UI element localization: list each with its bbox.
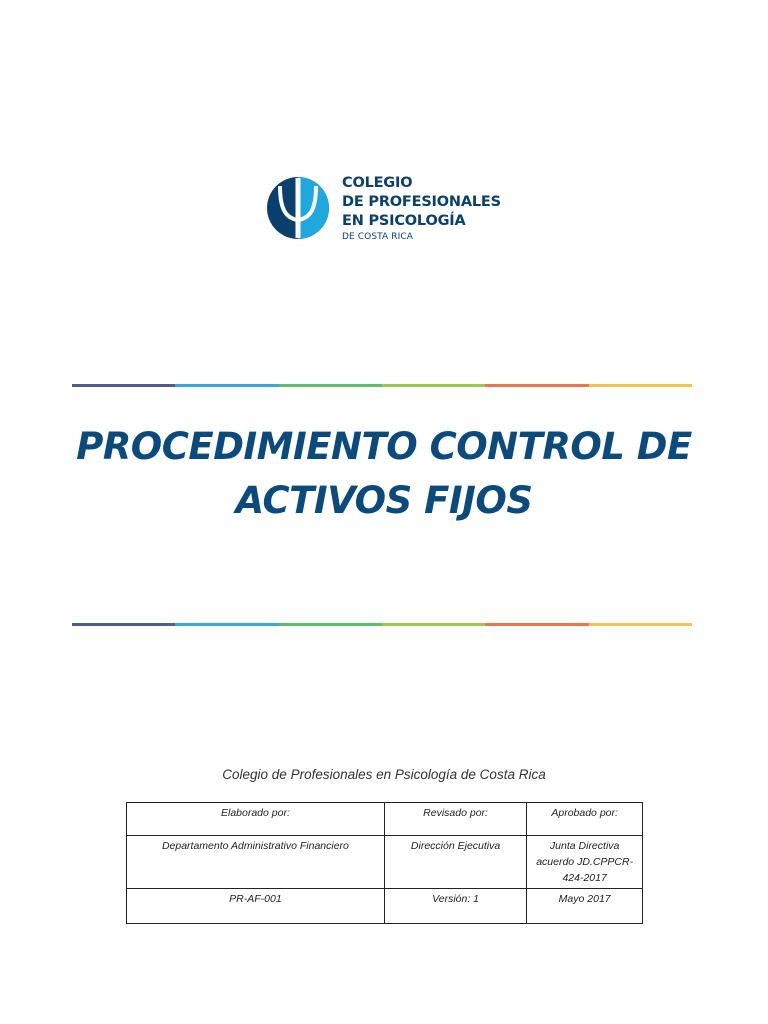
table-row [127, 889, 643, 924]
aprobado-line-3: 424-2017 [562, 872, 607, 884]
logo-wordmark [342, 174, 501, 243]
aprobado-line-2: acuerdo JD.CPPCR- [536, 856, 634, 868]
approval-table [126, 802, 643, 924]
organization-caption: Colegio de Profesionales en Psicología de Costa Rica [222, 767, 546, 782]
logo-line-2: DE PROFESIONALES [342, 194, 501, 210]
divider-segment [175, 623, 278, 626]
logo-line-4: DE COSTA RICA [342, 232, 414, 242]
header-aprobado: Aprobado por: [527, 803, 643, 836]
divider-segment [72, 623, 175, 626]
cell-aprobado [527, 836, 643, 889]
divider-segment [175, 384, 278, 387]
logo-line-1: COLEGIO [342, 175, 413, 191]
header-elaborado: Elaborado por: [127, 803, 385, 836]
aprobado-line-1: Junta Directiva [549, 840, 620, 852]
title-line-2: ACTIVOS FIJOS [235, 479, 533, 522]
divider-segment [589, 384, 692, 387]
table-row [127, 836, 643, 889]
top-divider [72, 384, 692, 387]
psi-emblem-icon [266, 172, 332, 244]
logo-line-3: EN PSICOLOGÍA [342, 213, 466, 229]
cell-code: PR-AF-001 [127, 889, 385, 924]
cell-date: Mayo 2017 [527, 889, 643, 924]
cell-revisado: Dirección Ejecutiva [384, 836, 526, 889]
divider-segment [589, 623, 692, 626]
divider-segment [382, 623, 485, 626]
cell-elaborado: Departamento Administrativo Financiero [127, 836, 385, 889]
divider-segment [485, 384, 588, 387]
title-line-1: PROCEDIMIENTO CONTROL DE [76, 425, 692, 468]
page-title [60, 420, 708, 528]
logo [266, 172, 506, 244]
divider-segment [382, 384, 485, 387]
divider-segment [279, 623, 382, 626]
bottom-divider [72, 623, 692, 626]
header-revisado: Revisado por: [384, 803, 526, 836]
divider-segment [485, 623, 588, 626]
divider-segment [279, 384, 382, 387]
divider-segment [72, 384, 175, 387]
cell-version: Versión: 1 [384, 889, 526, 924]
table-header-row [127, 803, 643, 836]
